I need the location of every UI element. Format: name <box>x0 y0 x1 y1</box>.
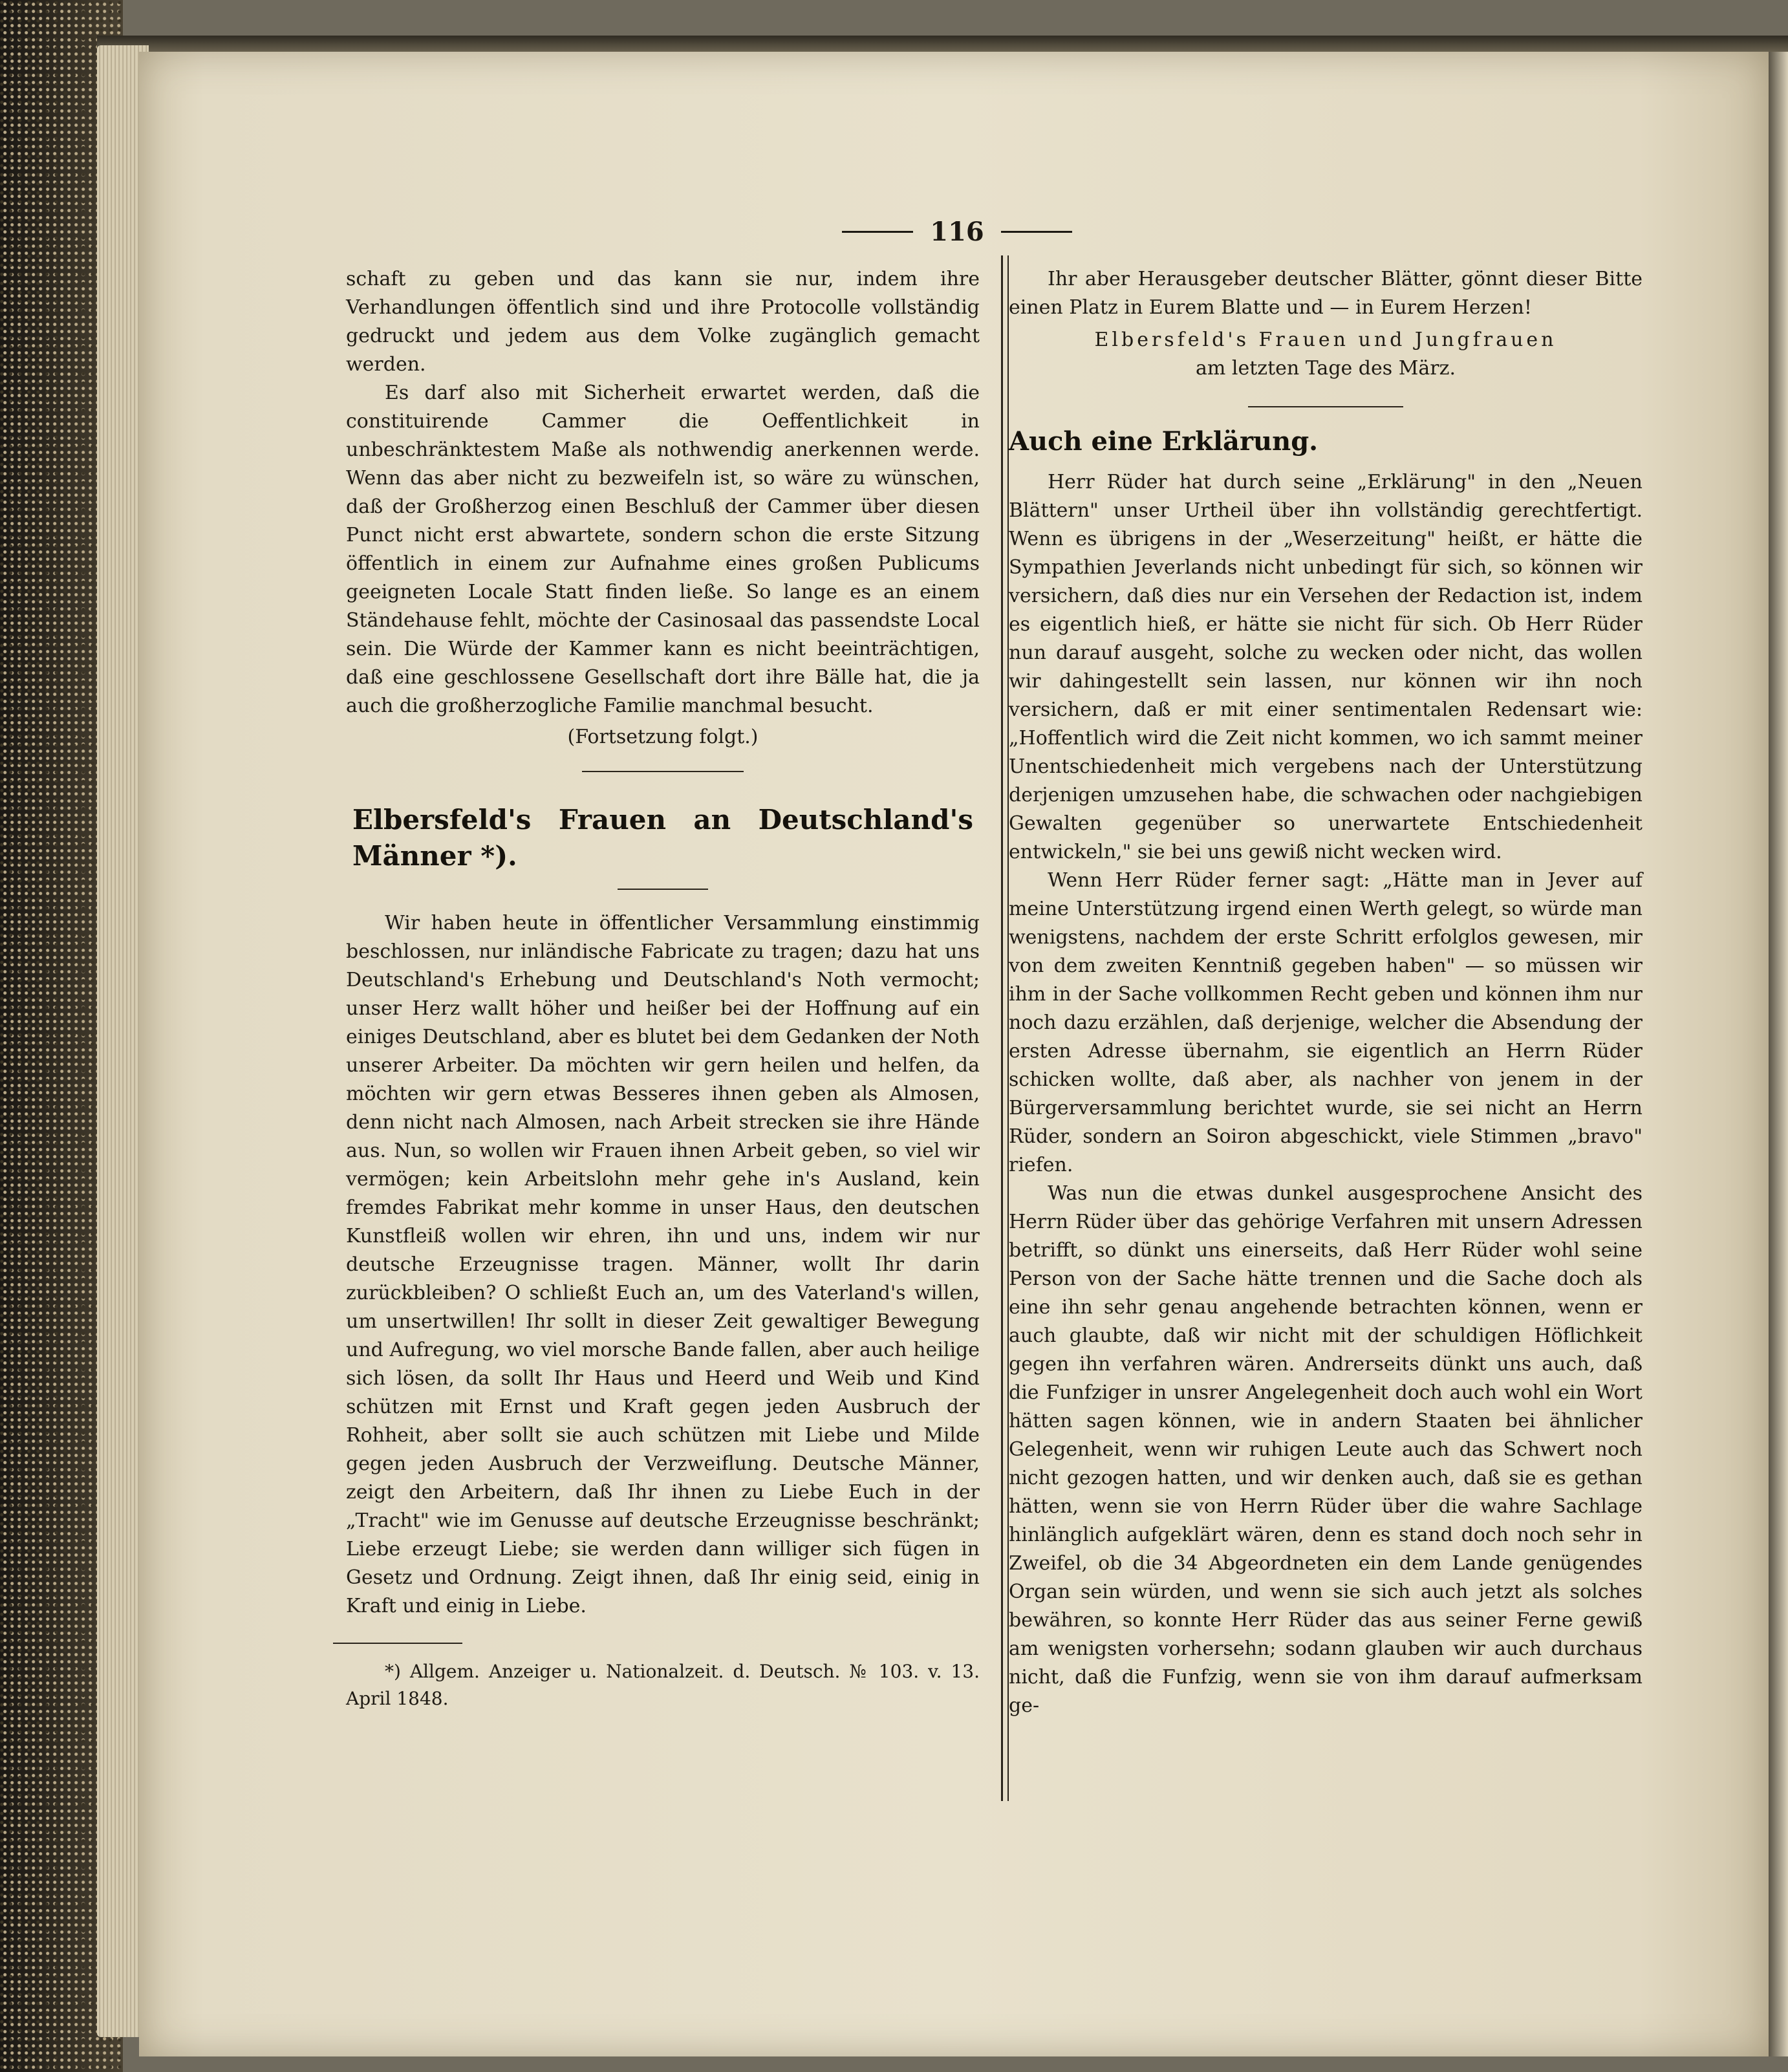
article-paragraph: Herr Rüder hat durch seine „Erklärung" in den „Neuen Blättern" unser Urtheil über ihn vollständig gerechtfertigt. Wenn es übrigens in der „Weserzeitung" heißt, er hätte die Sympathien Jeverlands nicht unbedingt für sich, so können wir versichern, daß dies nur ein Versehen der Redaction ist, indem es eigentlich hieß, er hätte sie nicht für sich. Ob Herr Rüder nun darauf ausgeht, solche zu wecken oder nicht, das wollen wir dahingestellt sein lassen, nur können wir ihn noch versichern, daß er mit einer sentimentalen Redensart wie: „Hoffentlich wird die Zeit nicht kommen, wo ich sammt meiner Unentschiedenheit mich vergebens nach der Unterstützung derjenigen umzusehen habe, die schwachen oder nachgiebigen Gewalten gegenüber so unerwartete Entschiedenheit entwickeln," sie bei uns gewiß nicht wecken wird. <box>1009 471 1643 863</box>
footnote-rule <box>333 1643 462 1644</box>
article-title: Elbersfeld's Frauen an Deutschland's Männer *). <box>352 804 973 872</box>
section-rule <box>582 771 744 772</box>
title-rule <box>618 889 708 890</box>
header-rule-left <box>842 231 913 233</box>
article-paragraph: Wenn Herr Rüder ferner sagt: „Hätte man in Jever auf meine Unterstützung irgend einen Werth gelegt, so würde man wenigstens, nachdem der erste Schritt erfolglos gewesen, mir von dem zweiten Kenntniß gegeben haben" — so müssen wir ihm in der Sache vollkommen Recht geben und können ihm nur noch dazu erzählen, daß derjenige, welcher die Absendung der ersten Adresse übernahm, sie eigentlich an Herrn Rüder schicken wollte, daß aber, als nachher von jenem in der Bürgerversammlung berichtet wurde, sie sei nicht an Herrn Rüder, sondern an Soiron abgeschickt, viele Stimmen „bravo" riefen. <box>1009 869 1643 1176</box>
article-body: Wir haben heute in öffentlicher Versammlung einstimmig beschlossen, nur inländische Fabricate zu tragen; dazu hat uns Deutschland's Erhebung und Deutschland's Noth vermocht; unser Herz wallt höher und heißer bei der Hoffnung auf ein einiges Deutschland, aber es blutet bei dem Gedanken der Noth unserer Arbeiter. Da möchten wir gern heilen und helfen, da möchten wir gern etwas Besseres ihnen geben als Almosen, denn nicht nach Almosen, nach Arbeit strecken sie ihre Hände aus. Nun, so wollen wir Frauen ihnen Arbeit geben, so viel wir vermögen; kein Arbeitslohn mehr gehe in's Ausland, kein fremdes Fabrikat mehr komme in unser Haus, den deutschen Kunstfleiß wollen wir ehren, ihn und uns, indem wir nur deutsche Erzeugnisse tragen. Männer, wollt Ihr darin zurückbleiben? O schließt Euch an, um des Vaterland's willen, um unsertwillen! Ihr sollt in dieser Zeit gewaltiger Bewegung und Aufregung, wo viel morsche Bande fallen, aber auch heilige sich lösen, da sollt Ihr Haus und Heerd und Weib und Kind schützen mit Ernst und Kraft gegen jeden Ausbruch der Rohheit, aber sollt sie auch schützen mit Liebe und Milde gegen jeden Ausbruch der Verzweiflung. Deutsche Männer, zeigt den Arbeitern, daß Ihr ihnen zu Liebe Euch in der „Tracht" wie im Genusse auf deutsche Erzeugnisse beschränkt; Liebe erzeugt Liebe; sie werden dann williger sich fügen in Gesetz und Ordnung. Zeigt ihnen, daß Ihr einig seid, einig in Kraft und einig in Liebe. <box>346 912 980 1617</box>
page-number: 116 <box>930 216 984 247</box>
continuation-paragraph: Es darf also mit Sicherheit erwartet werden, daß die constituirende Cammer die Oeffentlichkeit in unbeschränktestem Maße als nothwendig anerkennen werde. Wenn das aber nicht zu bezweifeln ist, so wäre zu wünschen, daß der Großherzog einen Beschluß der Cammer über diesen Punct nicht erst abwartete, sondern schon die erste Sitzung öffentlich in einem zur Aufnahme eines großen Publicums geeigneten Locale Statt finden ließe. So lange es an einem Ständehause fehlt, möchte der Casinosaal das passendste Local sein. Die Würde der Kammer kann es nicht beeinträchtigen, daß eine geschlossene Gesellschaft dort ihre Bälle hat, die ja auch die großherzogliche Familie manchmal besucht. <box>346 382 980 717</box>
column-divider <box>1001 255 1009 1801</box>
left-column <box>346 265 980 1712</box>
right-column <box>1009 265 1643 1720</box>
article-paragraph: Was nun die etwas dunkel ausgesprochene Ansicht des Herrn Rüder über das gehörige Verfahren mit unsern Adressen betrifft, so dünkt uns einerseits, daß Herr Rüder wohl seine Person von der Sache hätte trennen und die Sache doch als eine ihn sehr genau angehende betrachten können, wenn er auch glaubte, daß wir nicht mit der schuldigen Höflichkeit gegen ihn verfahren wären. Andrerseits dünkt uns auch, daß die Funfziger in unsrer Angelegenheit doch auch wohl ein Wort hätten sagen können, wie in andern Staaten bei ähnlicher Gelegenheit, wenn wir ruhigen Leute auch das Schwert noch nicht gezogen hatten, und wir denken auch, daß sie es gethan hätten, wenn sie von Herrn Rüder über die wahre Sachlage hinlänglich aufgeklärt wären, denn es stand doch noch sehr in Zweifel, ob die 34 Abgeordneten ein dem Lande genügendes Organ sein würden, und wenn sie sich auch jetzt als solches bewähren, so konnte Herr Rüder das aus seiner Ferne gewiß am wenigsten vorhersehn; sodann glauben wir auch durchaus nicht, daß die Funfzig, wenn sie von ihm darauf aufmerksam ge- <box>1009 1182 1643 1717</box>
facing-page-edge <box>1769 52 1788 2056</box>
footnote: *) Allgem. Anzeiger u. Nationalzeit. d. Deutsch. № 103. v. 13. April 1848. <box>346 1661 980 1709</box>
signature-date: am letzten Tage des März. <box>1196 357 1456 380</box>
appeal-paragraph: Ihr aber Herausgeber deutscher Blätter, gönnt dieser Bitte einen Platz in Eurem Blatte und — in Eurem Herzen! <box>1009 268 1643 319</box>
continuation-paragraph: schaft zu geben und das kann sie nur, indem ihre Verhandlungen öffentlich sind und ihre Protocolle vollständig gedruckt und jedem aus dem Volke zugänglich gemacht werden. <box>346 268 980 376</box>
signature-line: Elbersfeld's Frauen und Jungfrauen <box>1094 329 1557 351</box>
page-number-header <box>841 212 1073 251</box>
section-rule <box>1248 406 1403 407</box>
article-title: Auch eine Erklärung. <box>1009 426 1319 457</box>
header-rule-right <box>1001 231 1072 233</box>
continued-note: (Fortsetzung folgt.) <box>567 726 759 748</box>
